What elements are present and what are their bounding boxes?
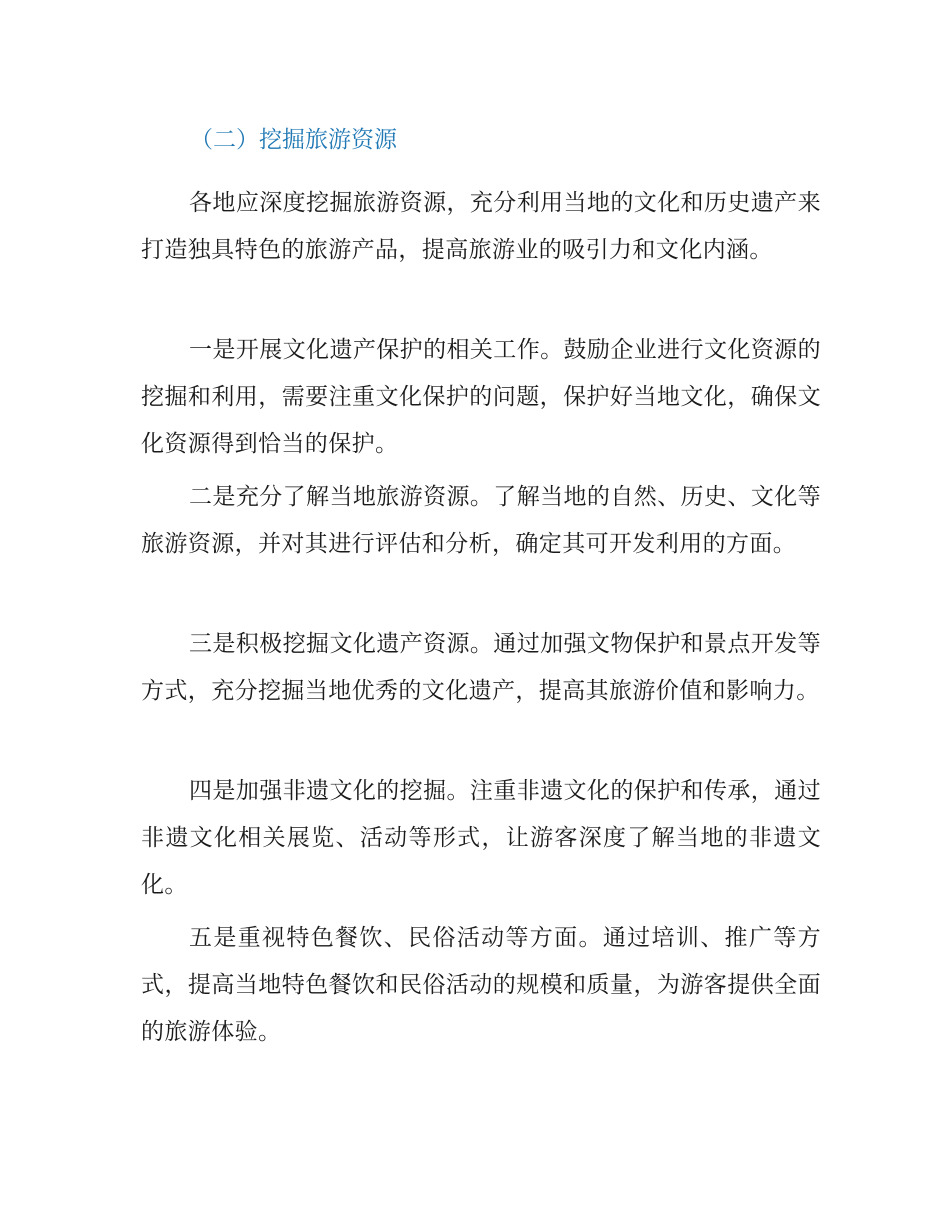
paragraph-point-5: 五是重视特色餐饮、民俗活动等方面。通过培训、推广等方式，提高当地特色餐饮和民俗活动的规模和质量，为游客提供全面的旅游体验。 <box>141 925 821 1045</box>
paragraph-intro: 各地应深度挖掘旅游资源，充分利用当地的文化和历史遗产来打造独具特色的旅游产品，提高旅游业的吸引力和文化内涵。 <box>141 190 821 263</box>
paragraph-point-1: 一是开展文化遗产保护的相关工作。鼓励企业进行文化资源的挖掘和利用，需要注重文化保护的问题，保护好当地文化，确保文化资源得到恰当的保护。 <box>141 337 821 457</box>
section-heading: （二）挖掘旅游资源 <box>190 127 397 153</box>
paragraph-point-4: 四是加强非遗文化的挖掘。注重非遗文化的保护和传承，通过非遗文化相关展览、活动等形式，让游客深度了解当地的非遗文化。 <box>141 778 821 898</box>
paragraph-point-3: 三是积极挖掘文化遗产资源。通过加强文物保护和景点开发等方式，充分挖掘当地优秀的文化遗产，提高其旅游价值和影响力。 <box>141 631 821 704</box>
paragraph-point-2: 二是充分了解当地旅游资源。了解当地的自然、历史、文化等旅游资源，并对其进行评估和分析，确定其可开发利用的方面。 <box>141 484 821 557</box>
